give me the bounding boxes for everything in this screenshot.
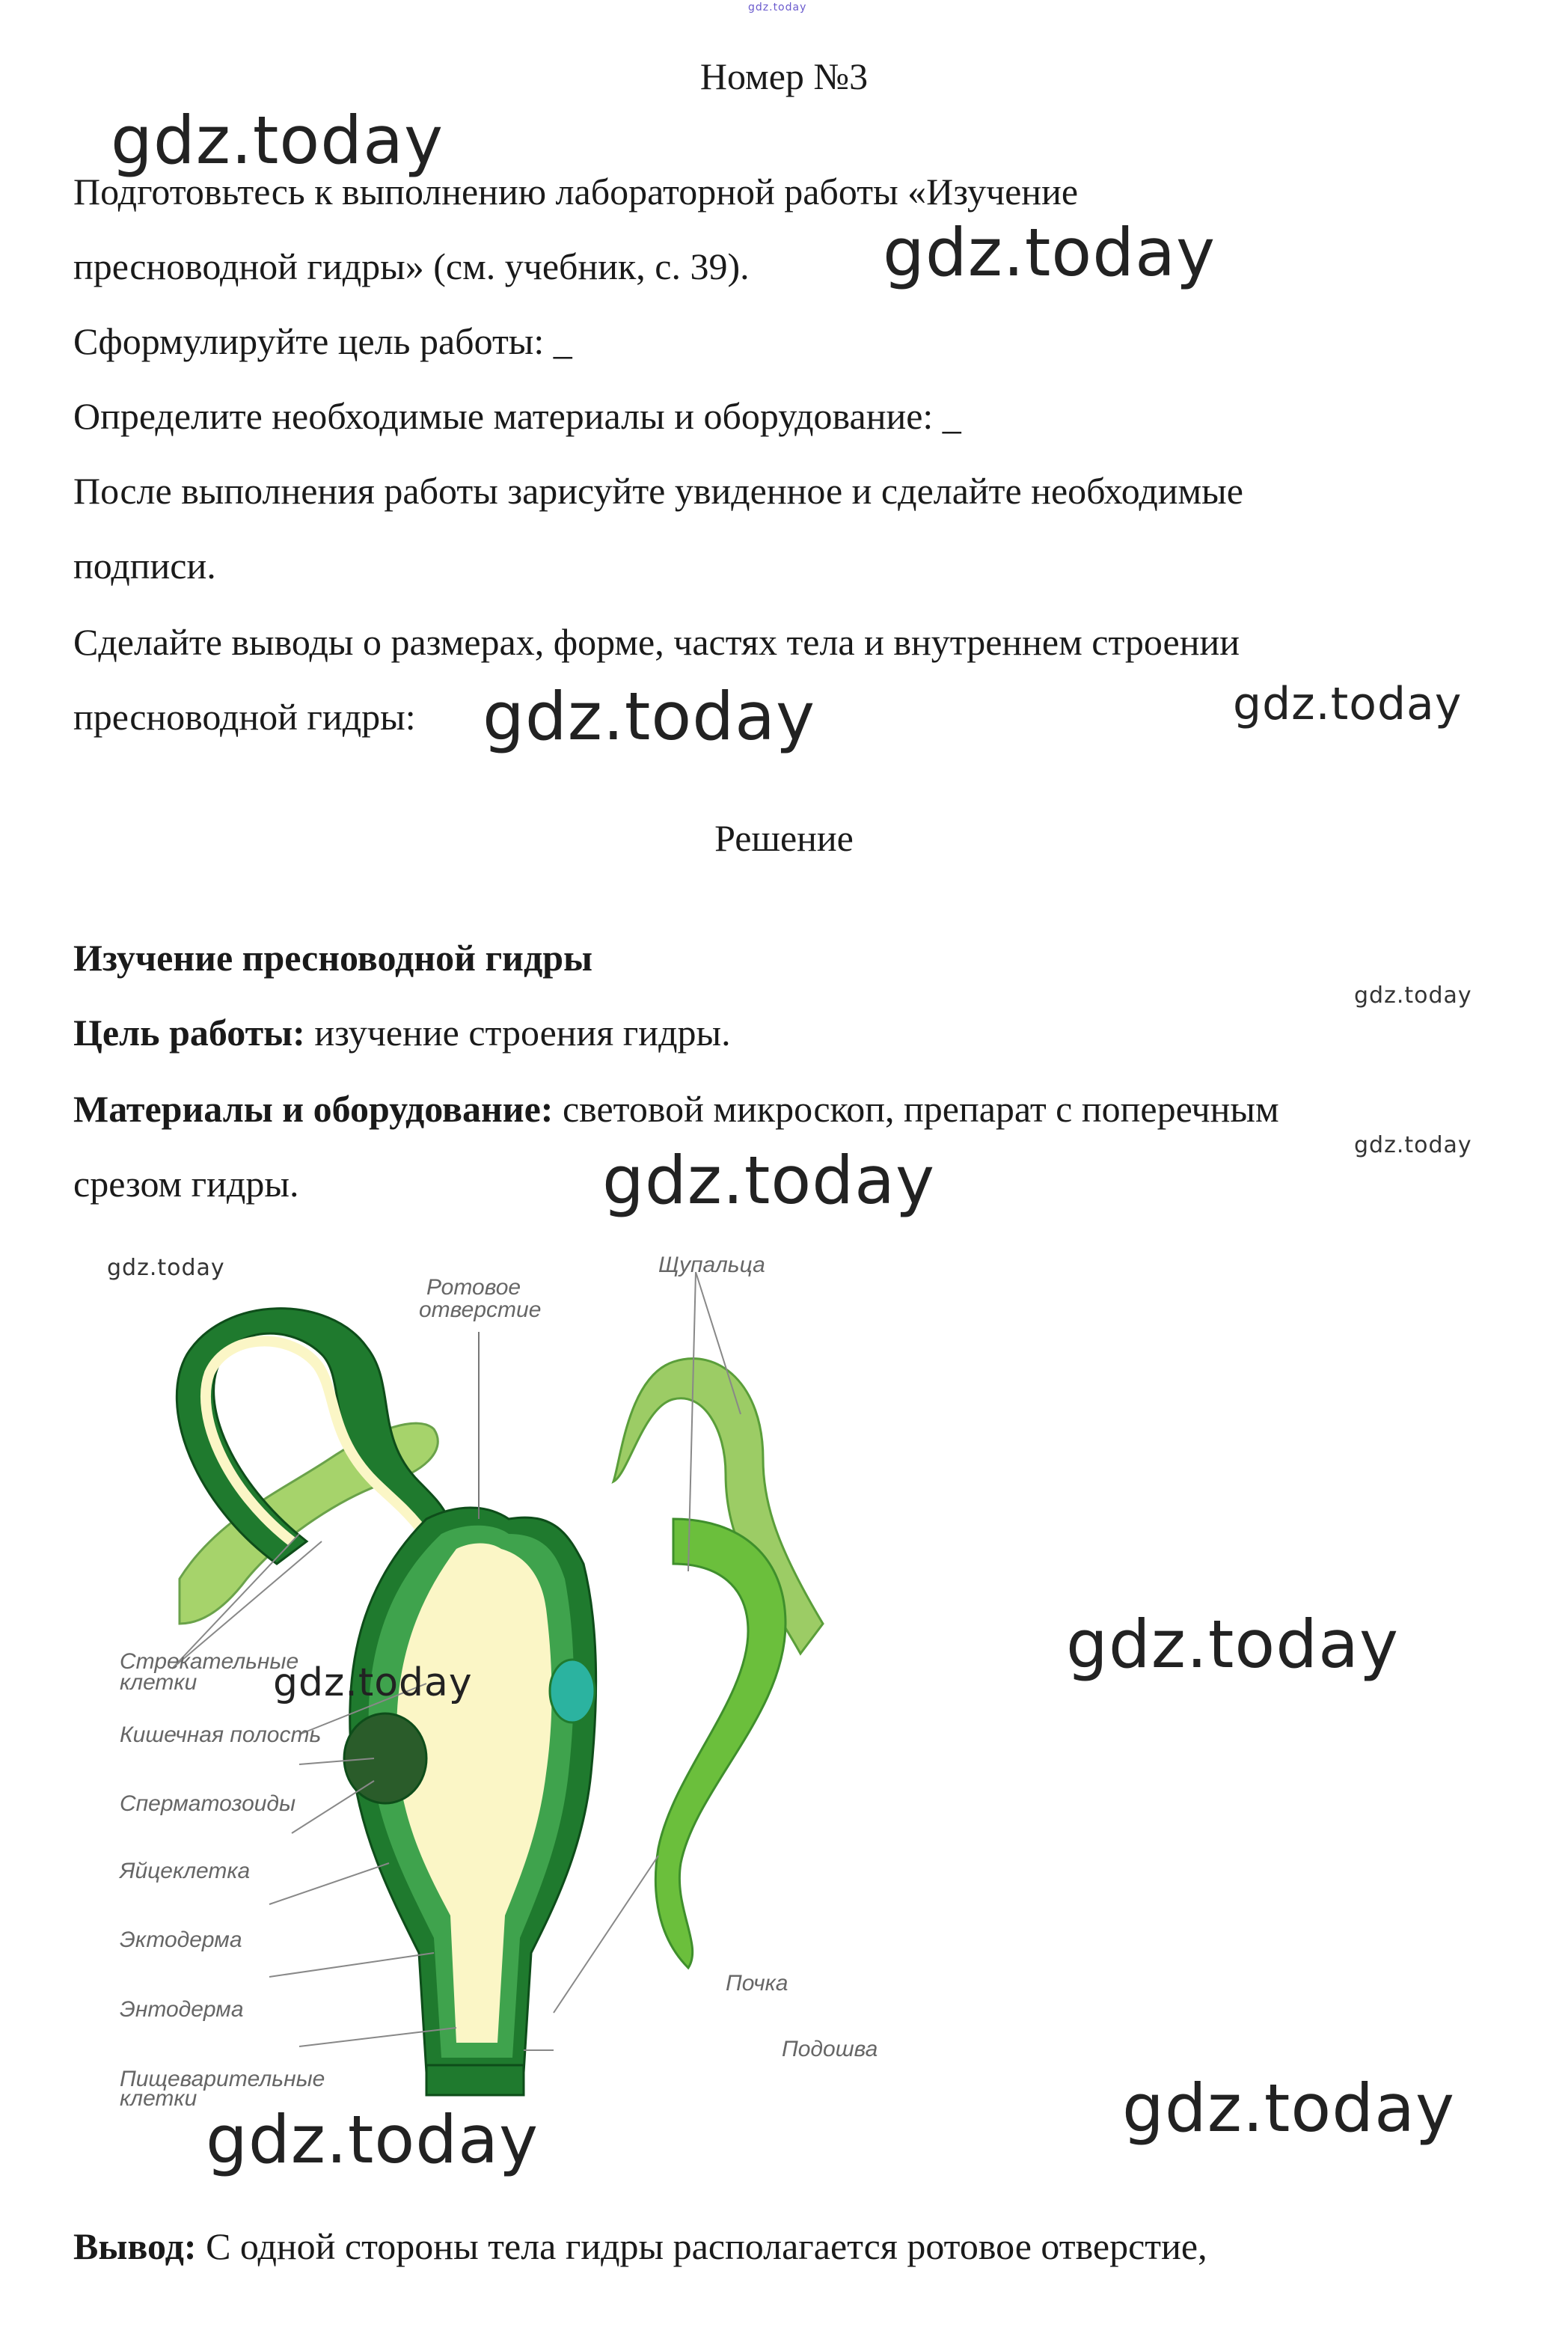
label-stinging-2: клетки (120, 1670, 197, 1695)
watermark: gdz.today (273, 1660, 473, 1705)
tentacle-right-front (655, 1519, 785, 1968)
label-endoderm: Энтодерма (120, 1997, 244, 2022)
sole (426, 2065, 524, 2095)
label-ectoderm: Эктодерма (120, 1927, 242, 1952)
watermark: gdz.today (1354, 982, 1472, 1009)
label-sperm: Сперматозоиды (120, 1791, 296, 1816)
task-line-6: подписи. (73, 545, 216, 587)
watermark: gdz.today (111, 102, 444, 179)
label-mouth-1: Ротовое (426, 1275, 521, 1300)
goal-line (73, 1010, 731, 1055)
task-line-1: Подготовьтесь к выполнению лабораторной работы «Изучение (73, 171, 1079, 213)
goal-label: Цель работы: (73, 1012, 305, 1054)
task-line-3: Сформулируйте цель работы: _ (73, 320, 572, 362)
materials-line-1 (73, 1086, 1279, 1131)
task-line-7: Сделайте выводы о размерах, форме, частях тела и внутреннем строении (73, 621, 1240, 663)
watermark: gdz.today (483, 678, 816, 755)
task-line-8: пресноводной гидры: (73, 696, 416, 738)
hydra-diagram (105, 1235, 928, 2118)
watermark: gdz.today (602, 1142, 936, 1219)
label-mouth-2: отверстие (419, 1297, 542, 1322)
bud-teal (550, 1660, 595, 1722)
conclusion-label: Вывод: (73, 2225, 197, 2267)
watermark: gdz.today (1233, 678, 1463, 730)
label-tentacles: Щупальца (658, 1253, 765, 1277)
materials-label: Материалы и оборудование: (73, 1088, 554, 1130)
task-line-4: Определите необходимые материалы и оборудование: _ (73, 395, 961, 437)
watermark: gdz.today (1066, 1606, 1400, 1683)
tentacle-right-back (613, 1359, 823, 1654)
conclusion-text: С одной стороны тела гидры располагается ротовое отверстие, (196, 2225, 1207, 2267)
materials-line-2: срезом гидры. (73, 1163, 299, 1205)
materials-text: световой микроскоп, препарат с поперечным (553, 1088, 1279, 1130)
solution-heading: Решение (714, 817, 854, 859)
watermark: gdz.today (883, 214, 1216, 291)
label-egg: Яйцеклетка (120, 1859, 251, 1883)
label-sole: Подошва (782, 2037, 878, 2061)
page-title: Номер №3 (699, 55, 869, 97)
task-line-2: пресноводной гидры» (см. учебник, с. 39). (73, 245, 750, 287)
label-digestive-1: Пищеварительные (120, 2067, 325, 2091)
label-gut-cavity: Кишечная полость (120, 1722, 322, 1747)
label-bud: Почка (726, 1971, 788, 1996)
watermark: gdz.today (1122, 2070, 1456, 2147)
conclusion-line (73, 2224, 1207, 2269)
label-digestive-2: клетки (120, 2086, 197, 2111)
lab-title: Изучение пресноводной гидры (73, 937, 593, 979)
goal-text: изучение строения гидры. (304, 1012, 731, 1054)
top-watermark: gdz.today (748, 1, 807, 13)
task-line-5: После выполнения работы зарисуйте увиденное и сделайте необходимые (73, 470, 1243, 512)
egg-cell (344, 1713, 426, 1803)
watermark: gdz.today (206, 2101, 539, 2178)
label-stinging-1: Стрекательные (120, 1649, 299, 1674)
watermark: gdz.today (107, 1255, 225, 1281)
watermark: gdz.today (1354, 1132, 1472, 1158)
